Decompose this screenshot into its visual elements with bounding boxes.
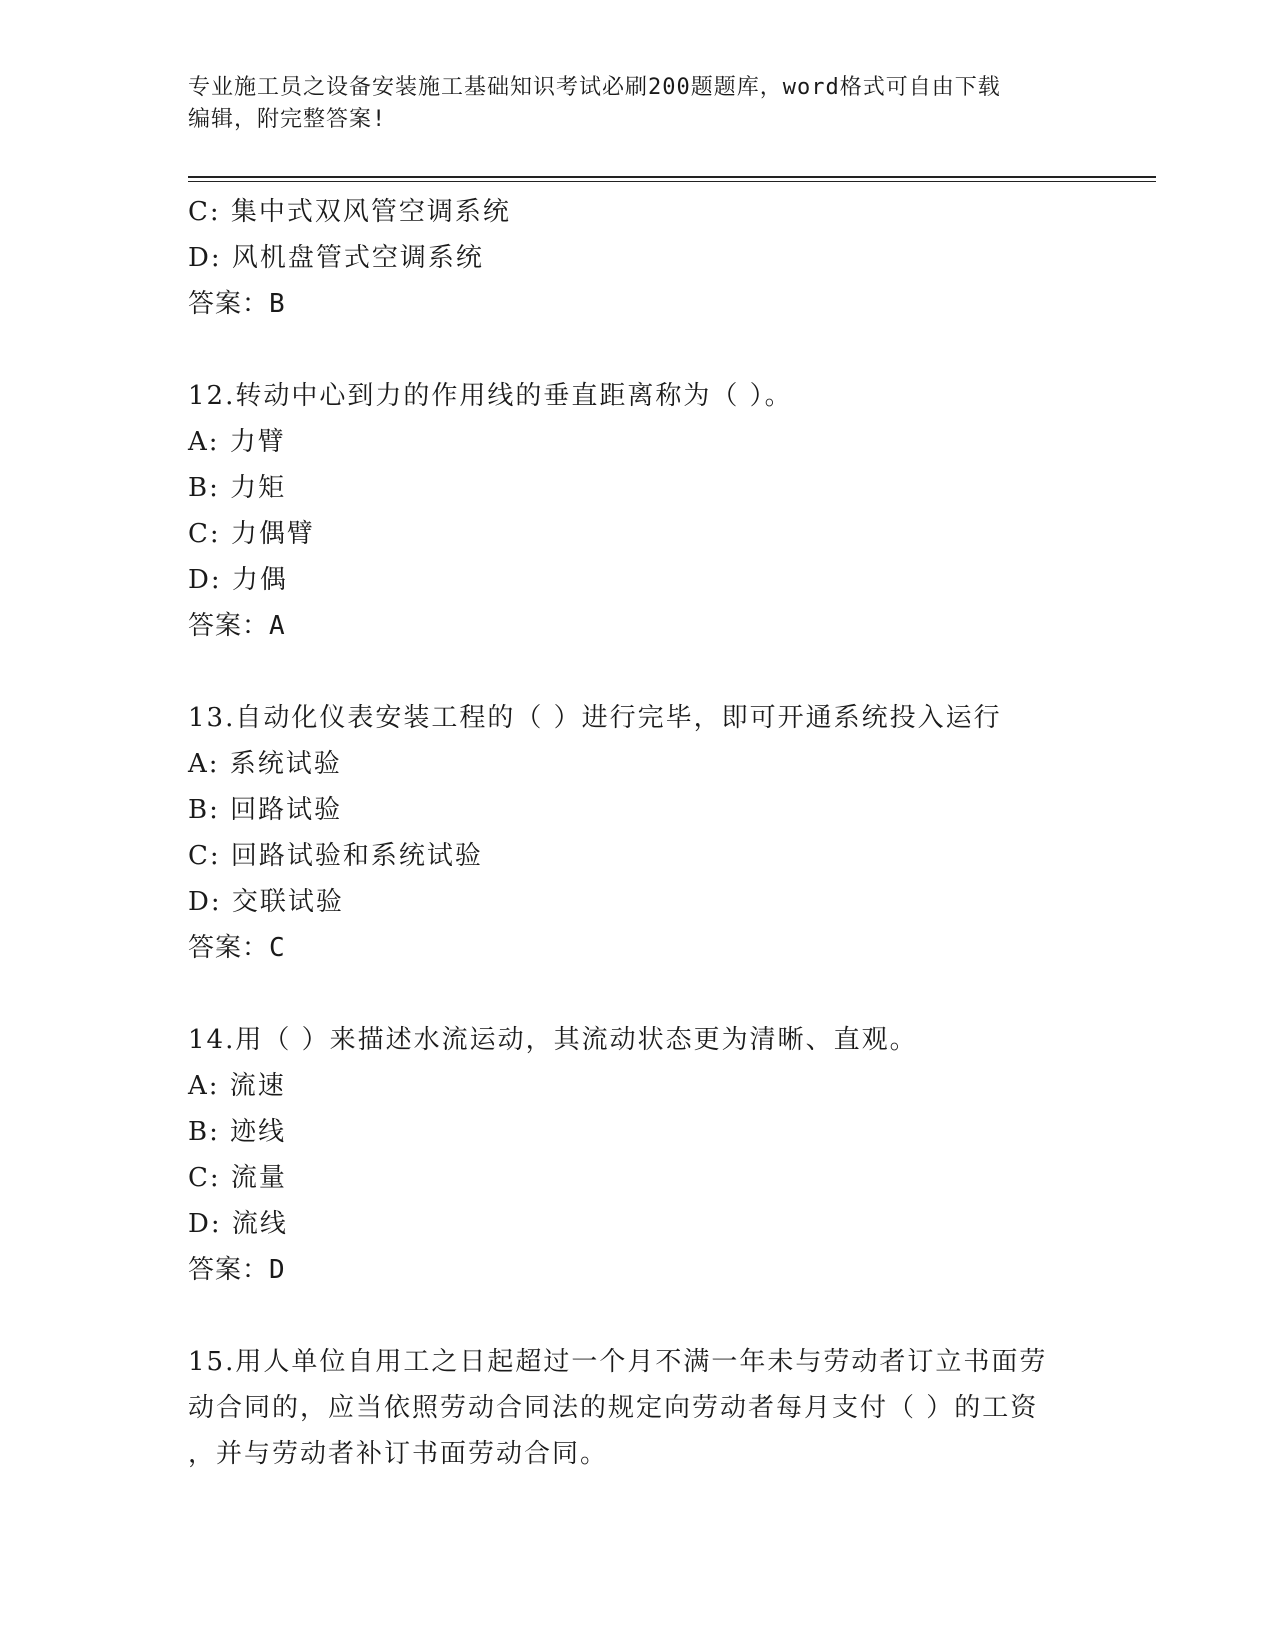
question-14 — [188, 1017, 1088, 1293]
question-stem: 13.自动化仪表安装工程的（ ）进行完毕，即可开通系统投入运行 — [188, 703, 1002, 733]
question-13 — [188, 695, 1088, 971]
option-b: B: 回路试验 — [188, 795, 343, 825]
option-c: C: 力偶臂 — [188, 519, 315, 549]
answer-line: 答案：C — [188, 933, 286, 963]
header-divider-thin — [188, 181, 1156, 182]
option-d: D: 力偶 — [188, 565, 288, 595]
question-stem: 12.转动中心到力的作用线的垂直距离称为（ ）。 — [188, 381, 793, 411]
option-a: A: 流速 — [188, 1071, 286, 1101]
answer-line: 答案：D — [188, 1255, 286, 1285]
header-divider-thick — [188, 176, 1156, 178]
answer-line: 答案：B — [188, 289, 286, 319]
option-d: D: 风机盘管式空调系统 — [188, 243, 484, 273]
question-list — [188, 189, 1088, 1477]
question-stem-line-2: 动合同的，应当依照劳动合同法的规定向劳动者每月支付（ ）的工资 — [188, 1393, 1039, 1423]
spacer — [188, 971, 1088, 1017]
question-stem-line-1: 15.用人单位自用工之日起超过一个月不满一年未与劳动者订立书面劳 — [188, 1347, 1048, 1377]
header-title-line-2: 编辑，附完整答案! — [188, 107, 387, 132]
option-c: C: 流量 — [188, 1163, 287, 1193]
question-15 — [188, 1339, 1088, 1477]
spacer — [188, 1293, 1088, 1339]
question-12 — [188, 373, 1088, 649]
option-a: A: 力臂 — [188, 427, 286, 457]
document-header — [188, 72, 1088, 136]
option-d: D: 流线 — [188, 1209, 288, 1239]
option-a: A: 系统试验 — [188, 749, 342, 779]
spacer — [188, 327, 1088, 373]
header-title-line-1: 专业施工员之设备安装施工基础知识考试必刷200题题库，word格式可自由下载 — [188, 75, 1001, 100]
option-c: C: 集中式双风管空调系统 — [188, 197, 511, 227]
option-c: C: 回路试验和系统试验 — [188, 841, 483, 871]
option-d: D: 交联试验 — [188, 887, 344, 917]
option-b: B: 迹线 — [188, 1117, 287, 1147]
question-11-fragment — [188, 189, 1088, 327]
option-b: B: 力矩 — [188, 473, 287, 503]
question-stem: 14.用（ ）来描述水流运动，其流动状态更为清晰、直观。 — [188, 1025, 918, 1055]
spacer — [188, 649, 1088, 695]
answer-line: 答案：A — [188, 611, 286, 641]
question-stem-line-3: ，并与劳动者补订书面劳动合同。 — [188, 1439, 609, 1469]
